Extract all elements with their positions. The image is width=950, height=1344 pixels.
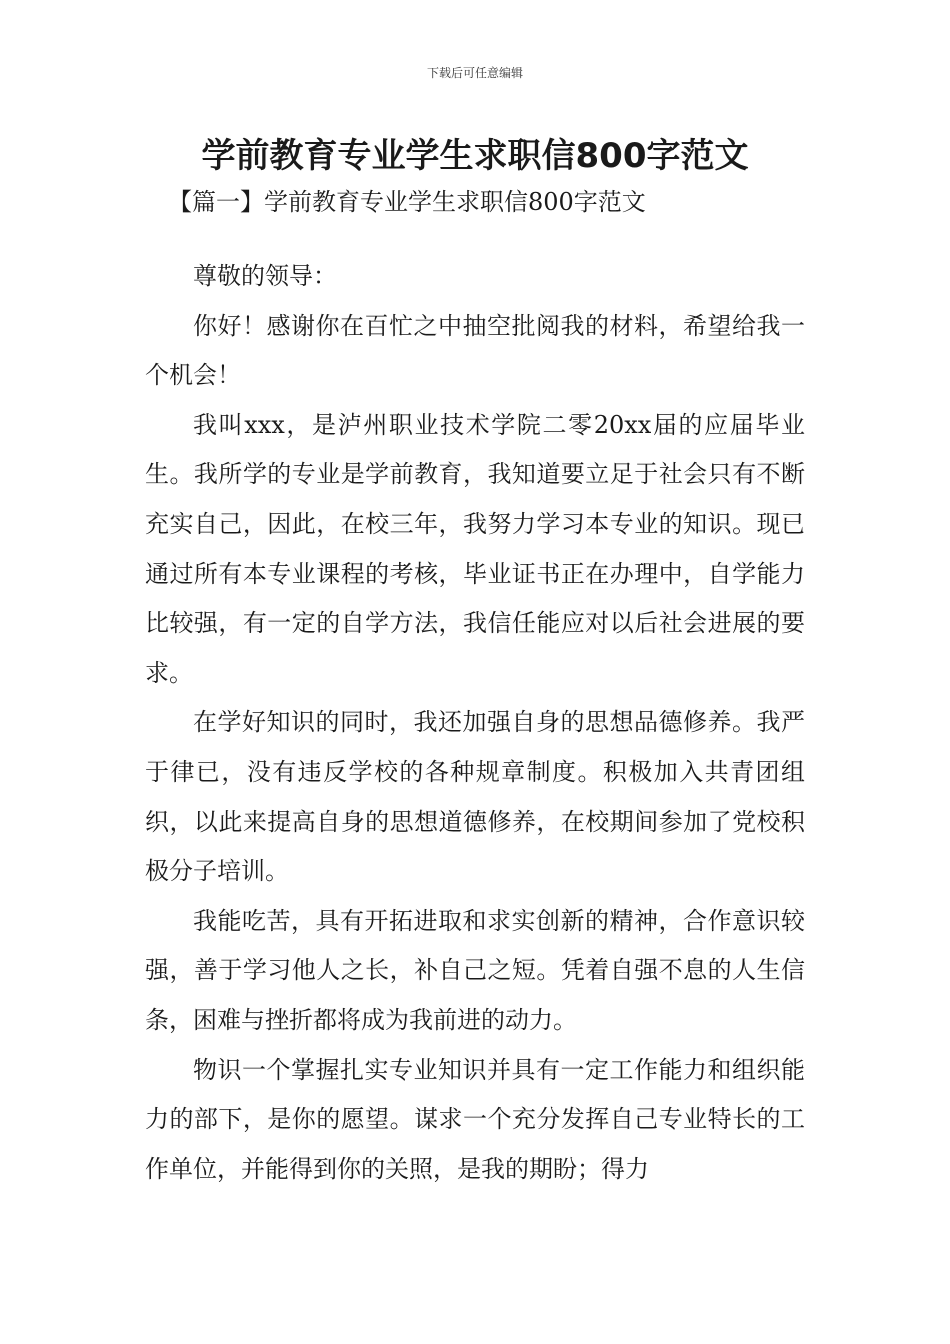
document-body xyxy=(145,252,805,1194)
paragraph-salutation: 尊敬的领导： xyxy=(193,262,337,290)
paragraph-greeting: 你好！感谢你在百忙之中抽空批阅我的材料，希望给我一个机会！ xyxy=(145,311,805,390)
paragraph-strengths: 我能吃苦，具有开拓进取和求实创新的精神，合作意识较强，善于学习他人之长，补自己之短。凭着自强不息的人生信条，困难与挫折都将成为我前进的动力。 xyxy=(145,906,805,1034)
paragraph-intro: 我叫xxx，是泸州职业技术学院二零20xx届的应届毕业生。我所学的专业是学前教育，我知道要立足于社会只有不断充实自己，因此，在校三年，我努力学习本专业的知识。现已通过所有本专业课程的考核，毕业证书正在办理中，自学能力比较强，有一定的自学方法，我信任能应对以后社会进展的要求。 xyxy=(145,410,805,687)
header-note: 下载后可任意编辑 xyxy=(426,66,523,80)
paragraph-character: 在学好知识的同时，我还加强自身的思想品德修养。我严于律已，没有违反学校的各种规章制度。积极加入共青团组织，以此来提高自身的思想道德修养，在校期间参加了党校积极分子培训。 xyxy=(145,708,805,886)
document-subtitle: 【篇一】学前教育专业学生求职信800字范文 xyxy=(168,188,646,216)
document-title: 学前教育专业学生求职信800字范文 xyxy=(201,136,749,176)
paragraph-closing: 物识一个掌握扎实专业知识并具有一定工作能力和组织能力的部下，是你的愿望。谋求一个充分发挥自己专业特长的工作单位，并能得到你的关照，是我的期盼；得力 xyxy=(145,1055,805,1183)
